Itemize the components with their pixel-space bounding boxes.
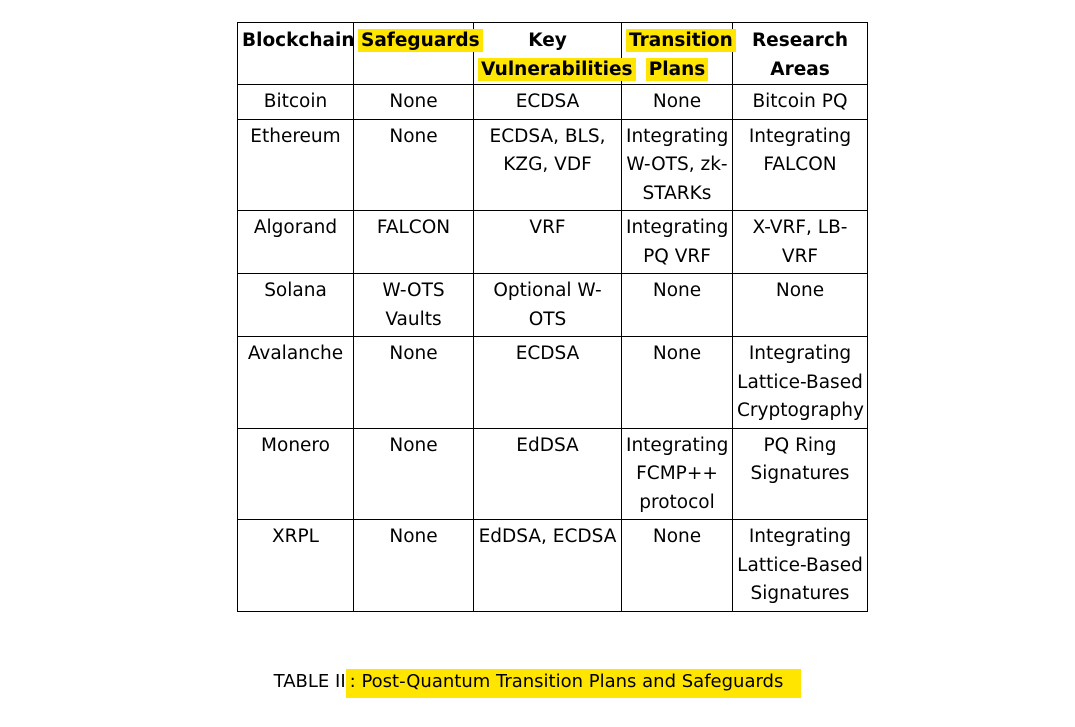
table-row-monero bbox=[238, 428, 868, 520]
table-cell: Ethereum bbox=[238, 119, 354, 211]
table-cell: Integrating PQ VRF bbox=[622, 211, 733, 274]
table-container bbox=[237, 22, 867, 612]
table-cell: Integrating FCMP++ protocol bbox=[622, 428, 733, 520]
table-row-algorand bbox=[238, 211, 868, 274]
table-cell: None bbox=[354, 337, 474, 429]
caption-text: Post-Quantum Transition Plans and Safeguards bbox=[355, 671, 784, 692]
caption-highlight bbox=[346, 669, 802, 698]
table-cell: X-VRF, LB-VRF bbox=[733, 211, 868, 274]
header-key-vulnerabilities-line1: Key bbox=[528, 30, 567, 51]
header-blockchain-label: Blockchain bbox=[242, 30, 355, 51]
table-cell: Bitcoin bbox=[238, 85, 354, 120]
pq-table bbox=[237, 22, 868, 612]
table-cell: ECDSA, BLS, KZG, VDF bbox=[474, 119, 622, 211]
table-cell: None bbox=[354, 119, 474, 211]
table-cell: Optional W-OTS bbox=[474, 274, 622, 337]
table-cell: None bbox=[622, 85, 733, 120]
table-cell: VRF bbox=[474, 211, 622, 274]
table-cell: ECDSA bbox=[474, 337, 622, 429]
header-row bbox=[238, 23, 868, 85]
table-cell: Algorand bbox=[238, 211, 354, 274]
header-transition-plans-line1: Transition bbox=[626, 29, 736, 52]
header-blockchain bbox=[238, 23, 354, 85]
table-cell: Integrating FALCON bbox=[733, 119, 868, 211]
table-cell: Monero bbox=[238, 428, 354, 520]
table-row-avalanche bbox=[238, 337, 868, 429]
table-cell: PQ Ring Signatures bbox=[733, 428, 868, 520]
header-transition-plans-line2: Plans bbox=[646, 58, 709, 81]
table-row-ethereum bbox=[238, 119, 868, 211]
header-research-areas bbox=[733, 23, 868, 85]
header-safeguards bbox=[354, 23, 480, 85]
header-transition-plans bbox=[622, 23, 733, 85]
table-cell: Integrating Lattice-Based Signatures bbox=[733, 520, 868, 612]
header-research-areas-line1: Research bbox=[751, 30, 849, 51]
table-cell: None bbox=[354, 85, 474, 120]
table-cell: None bbox=[622, 337, 733, 429]
table-cell: W-OTS Vaults bbox=[354, 274, 474, 337]
header-research-areas-line2: Areas bbox=[770, 58, 830, 80]
table-cell: None bbox=[354, 428, 474, 520]
table-row-solana bbox=[238, 274, 868, 337]
table-row-bitcoin bbox=[238, 85, 868, 120]
table-cell: Bitcoin PQ bbox=[733, 85, 868, 120]
table-row-xrpl bbox=[238, 520, 868, 612]
caption-separator: : bbox=[349, 671, 356, 692]
header-key-vulnerabilities-line2: Vulnerabilities bbox=[478, 58, 636, 81]
table-cell: None bbox=[622, 274, 733, 337]
table-cell: None bbox=[622, 520, 733, 612]
table-cell: Solana bbox=[238, 274, 354, 337]
table-cell: EdDSA bbox=[474, 428, 622, 520]
table-cell: FALCON bbox=[354, 211, 474, 274]
table-caption bbox=[0, 667, 1075, 697]
table-cell: Integrating W-OTS, zk-STARKs bbox=[622, 119, 733, 211]
header-key-vulnerabilities bbox=[474, 23, 633, 85]
table-cell: Avalanche bbox=[238, 337, 354, 429]
table-cell: Integrating Lattice-Based Cryptography bbox=[733, 337, 868, 429]
table-cell: None bbox=[733, 274, 868, 337]
caption-prefix: TABLE II bbox=[273, 671, 346, 692]
table-cell: EdDSA, ECDSA bbox=[474, 520, 622, 612]
table-cell: ECDSA bbox=[474, 85, 622, 120]
header-safeguards-label: Safeguards bbox=[358, 29, 483, 52]
table-cell: None bbox=[354, 520, 474, 612]
table-cell: XRPL bbox=[238, 520, 354, 612]
